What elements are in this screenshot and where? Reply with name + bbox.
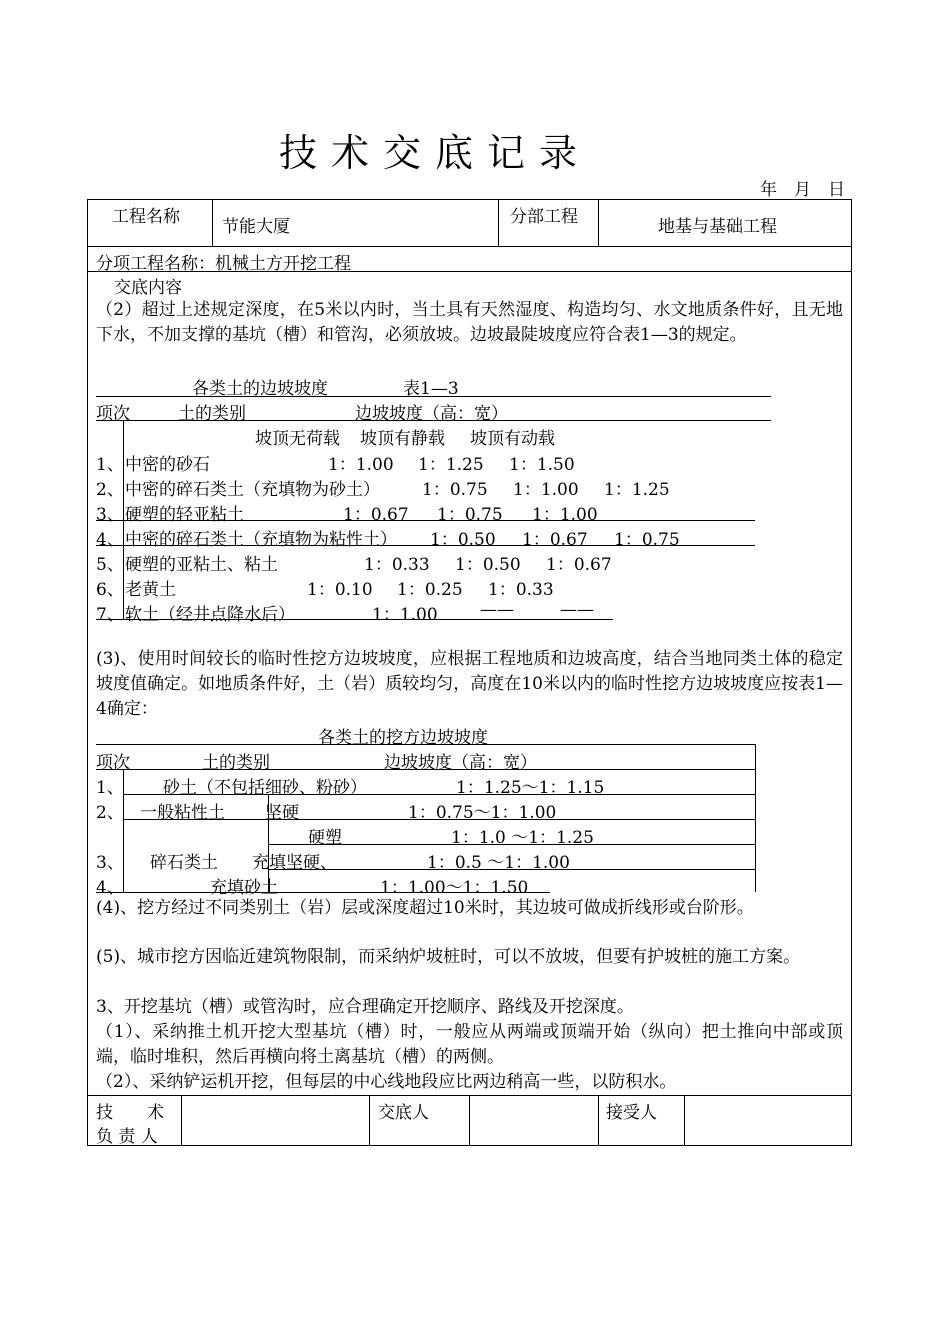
subitem-name: 分项工程名称：机械土方开挖工程: [96, 254, 351, 274]
table14-r1-type: 砂土（不包括细砂、粉砂）: [163, 778, 367, 798]
date-label: 年 月 日: [760, 180, 845, 200]
row-value-1: 1：0.67: [343, 505, 409, 525]
row-value-3: ——: [560, 600, 594, 620]
table14-r2b-value: 1：1.0 ～1：1.25: [451, 828, 594, 848]
row-value-3: 1：1.50: [509, 455, 575, 475]
discloser-label: 交底人: [378, 1103, 429, 1123]
row-value-2: 1：0.25: [397, 580, 463, 600]
table14-r2-type: 一般粘性土: [140, 803, 225, 823]
row-no: 6、: [96, 580, 124, 600]
table13-caption: 各类土的边坡坡度: [192, 379, 328, 399]
table14-caption: 各类土的挖方边坡坡度: [318, 728, 488, 748]
table14-col-slope: 边坡坡度（高：宽）: [384, 753, 537, 773]
row-value-3: 1：0.33: [488, 580, 554, 600]
table13-number: 表1—3: [403, 379, 459, 399]
row-value-1: 1：0.10: [307, 580, 373, 600]
table14-r2-sub: 坚硬: [265, 803, 299, 823]
row-value-1: 1：0.50: [430, 530, 496, 550]
row-no: 5、: [96, 555, 124, 575]
table14-r2b-sub: 硬塑: [308, 828, 342, 848]
row-soil-type: 中密的碎石类土（充填物为粘性土）: [125, 530, 397, 550]
row-value-1: 1：0.33: [364, 555, 430, 575]
table14-col-no: 项次: [96, 753, 130, 773]
table13-col-no: 项次: [96, 404, 130, 424]
row-no: 3、: [96, 505, 124, 525]
row-value-3: 1：0.75: [614, 530, 680, 550]
table13-sub-dynamic-load: 坡顶有动载: [470, 429, 555, 449]
project-name-value: 节能大厦: [222, 217, 290, 237]
row-no: 4、: [96, 530, 124, 550]
document-title: 技术交底记录: [278, 131, 591, 175]
paragraph-7: （1）、采纳推土机开挖大型基坑（槽）时，一般应从两端或顶端开始（纵向）把土推向中部或顶端，临时堆积，然后再横向将土离基坑（槽）的两侧。: [96, 1022, 843, 1067]
row-value-2: 1：0.50: [455, 555, 521, 575]
row-soil-type: 软土（经井点降水后）: [125, 605, 295, 625]
table14-r3-type: 碎石类土: [150, 853, 218, 873]
paragraph-3: (3)、使用时间较长的临时性挖方边坡坡度，应根据工程地质和边坡高度，结合当地同类土体的稳定坡度值确定。如地质条件好，土（岩）质较均匀，高度在10米以内的临时性挖方边坡坡度应按表1—4确定：: [96, 649, 843, 719]
table14-r2-no: 2、: [96, 803, 124, 823]
row-soil-type: 中密的砂石: [125, 455, 210, 475]
table14-r3-value: 1：0.5 ～1：1.00: [427, 853, 570, 873]
row-no: 7、: [96, 605, 124, 625]
row-value-2: 1：1.25: [418, 455, 484, 475]
row-soil-type: 硬塑的轻亚粘土: [125, 505, 244, 525]
row-soil-type: 硬塑的亚粘土、粘土: [125, 555, 278, 575]
row-soil-type: 中密的碎石类土（充填物为砂土）: [125, 480, 380, 500]
division-value: 地基与基础工程: [658, 217, 777, 237]
row-value-2: 1：0.67: [522, 530, 588, 550]
row-no: 1、: [96, 455, 124, 475]
table14-r4-value: 1：1.00～1：1.50: [380, 878, 529, 898]
table14-r3-sub: 充填坚硬、: [252, 853, 337, 873]
table14-r1-value: 1：1.25～1：1.15: [456, 778, 605, 798]
row-value-2: 1：0.75: [437, 505, 503, 525]
row-value-3: 1：1.00: [532, 505, 598, 525]
paragraph-5: (5)、城市挖方因临近建筑物限制，而采纳炉坡桩时，可以不放坡，但要有护坡桩的施工方案。: [96, 947, 801, 967]
table14-r1-no: 1、: [96, 778, 124, 798]
project-name-label: 工程名称: [112, 207, 180, 227]
tech-lead-label-line1: 技 术: [96, 1103, 164, 1123]
content-heading: 交底内容: [114, 278, 182, 298]
table14-r4-no: 4、: [96, 878, 124, 898]
row-no: 2、: [96, 480, 124, 500]
table13-sub-no-load: 坡顶无荷载: [255, 429, 340, 449]
table14-r4-sub: 充填砂土: [210, 878, 278, 898]
table14-col-type: 土的类别: [202, 753, 270, 773]
row-value-2: ——: [480, 600, 514, 620]
table13-col-type: 土的类别: [178, 404, 246, 424]
tech-lead-label-line2: 负 责 人: [96, 1127, 158, 1147]
table13-col-slope: 边坡坡度（高：宽）: [355, 404, 508, 424]
table14-r3-no: 3、: [96, 853, 124, 873]
paragraph-8: （2）、采纳铲运机开挖，但每层的中心线地段应比两边稍高一些，以防积水。: [96, 1072, 677, 1092]
row-value-1: 1：1.00: [328, 455, 394, 475]
table13-sub-static-load: 坡顶有静载: [360, 429, 445, 449]
receiver-label: 接受人: [606, 1103, 657, 1123]
paragraph-2: （2）超过上述规定深度，在5米以内时，当土具有天然湿度、构造均匀、水文地质条件好，且无地下水，不加支撑的基坑（槽）和管沟，必须放坡。边坡最陡坡度应符合表1—3的规定。: [96, 300, 843, 345]
paragraph-6: 3、开挖基坑（槽）或管沟时，应合理确定开挖顺序、路线及开挖深度。: [96, 997, 634, 1017]
paragraph-4: (4)、挖方经过不同类别土（岩）层或深度超过10米时，其边坡可做成折线形或台阶形。: [96, 898, 754, 918]
row-value-2: 1：1.00: [513, 480, 579, 500]
division-label: 分部工程: [510, 207, 578, 227]
table14-r2-value: 1：0.75～1：1.00: [408, 803, 557, 823]
row-value-3: 1：1.25: [604, 480, 670, 500]
row-value-1: 1：0.75: [422, 480, 488, 500]
row-value-3: 1：0.67: [546, 555, 612, 575]
row-soil-type: 老黄土: [125, 580, 176, 600]
row-value-1: 1：1.00: [372, 605, 438, 625]
